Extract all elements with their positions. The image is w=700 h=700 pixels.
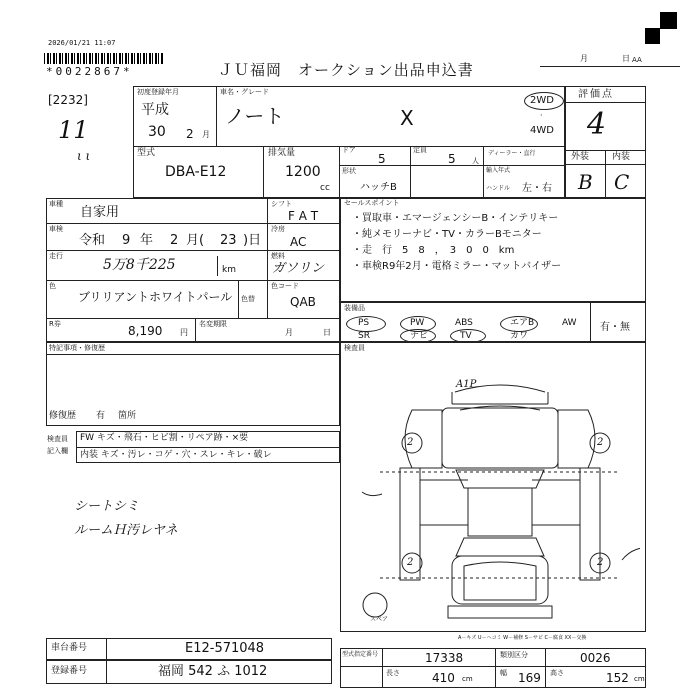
capacity-label: 定員: [413, 146, 427, 154]
color-value: ブリリアントホワイトパール: [78, 290, 233, 304]
type-label: 型式: [137, 148, 156, 158]
print-timestamp: 2026/01/21 11:07: [48, 39, 116, 47]
color-code-label: 色コード: [271, 282, 299, 290]
color-original-label: 色替: [241, 295, 255, 303]
sales-point-3: ・走 行 5 8 ， 3 0 0 km: [352, 245, 515, 256]
cooling-label: 冷房: [271, 225, 285, 233]
recycle-status: 有・無: [600, 322, 630, 333]
inspection-year-unit: 年: [140, 233, 154, 248]
type-value: DBA-E12: [165, 164, 227, 180]
inspector-label-1: 検査員: [47, 435, 68, 443]
inspection-month: 2: [170, 233, 179, 248]
model-label: 車名・グレード: [220, 88, 269, 96]
chassis-number: E12-571048: [185, 641, 265, 656]
first-registration-month-unit: 月: [202, 130, 210, 139]
equip-tv: TV: [460, 331, 472, 341]
body-shape-value: ハッチB: [360, 182, 397, 193]
inspection-year: 9: [122, 233, 131, 248]
inspection-day: 23: [220, 233, 237, 248]
tire-mark-fl: 2: [407, 437, 414, 448]
score-value: 4: [587, 107, 607, 142]
corner-label: AA: [632, 56, 642, 64]
first-registration-year: 30: [148, 124, 166, 140]
equip-sr: SR: [358, 331, 370, 341]
interior-grade: C: [614, 170, 630, 194]
equip-ps: PS: [358, 318, 370, 328]
equip-airbag: エアB: [510, 318, 535, 328]
chassis-label: 車台番号: [51, 643, 88, 653]
deadline-day: 日: [323, 328, 331, 337]
lot-handwritten: 11: [58, 116, 89, 144]
repair-count-label: 箇所: [118, 411, 137, 421]
inspection-month-unit: 月(: [186, 233, 205, 248]
spare-label: スペア: [370, 616, 389, 623]
first-registration-era: 平成: [141, 102, 169, 118]
day-label: 日: [622, 54, 630, 63]
color-code: QAB: [290, 295, 316, 309]
equip-kawa: カワ: [510, 331, 529, 341]
tire-mark-fr: 2: [597, 437, 604, 448]
recycle-value: 8,190: [128, 324, 163, 338]
registration-deadline-label: 名変期限: [199, 320, 227, 328]
height-unit: cm: [634, 675, 645, 683]
doors-label: ドア: [342, 146, 356, 154]
class-value: 0026: [580, 651, 611, 665]
inspection-day-unit: )日: [243, 233, 262, 248]
corner-mark-icon: [660, 12, 677, 29]
displacement-value: 1200: [285, 164, 321, 180]
recycle-label: R券: [49, 320, 61, 328]
plate-number: 福岡 542 ふ 1012: [158, 664, 268, 679]
plate-label: 登録番号: [51, 666, 88, 676]
color-label: 色: [49, 282, 56, 290]
cooling-value: AC: [290, 235, 307, 249]
fuel-label: 燃料: [271, 252, 285, 260]
drive-4wd: 4WD: [530, 125, 554, 136]
deadline-month: 月: [285, 328, 293, 337]
barcode-number: *0022867*: [46, 65, 133, 78]
height-label: 高さ: [550, 669, 564, 677]
handwritten-note-2: ルームＨ汚レヤネ: [74, 523, 178, 538]
equip-pw: PW: [410, 318, 425, 328]
sales-point-4: ・車検R9年2月・電格ミラー・マットバイザー: [352, 261, 562, 272]
class-label: 類別区分: [500, 651, 528, 659]
dealer-label: ディーラー・直行: [488, 150, 536, 157]
displacement-label: 排気量: [268, 148, 296, 158]
car-diagram: [360, 380, 640, 625]
exterior-grade: B: [578, 170, 593, 194]
circle-mark: [400, 329, 436, 343]
sales-points-label: セールスポイント: [344, 199, 400, 207]
tire-mark-rl: 2: [407, 557, 414, 568]
equipment-label: 装備品: [344, 304, 365, 312]
height-value: 152: [606, 671, 629, 685]
length-value: 410: [432, 671, 455, 685]
length-unit: cm: [462, 675, 473, 683]
corner-mark-icon: [645, 28, 660, 44]
form-title: ＪＵ福岡 オークション出品申込書: [218, 61, 474, 79]
drive-separator: ·: [540, 111, 543, 120]
model-name: ノート: [225, 104, 285, 128]
equip-abs: ABS: [455, 318, 473, 328]
first-registration-month: 2: [186, 127, 194, 141]
vehicle-info-block: [133, 86, 565, 198]
staff-label: 検査員: [344, 344, 365, 352]
displacement-unit: cc: [320, 183, 330, 193]
repair-label: 修復歴: [49, 411, 77, 421]
circle-mark: [500, 316, 538, 332]
drive-2wd: 2WD: [530, 95, 554, 106]
sales-point-2: ・純メモリーナビ・TV・カラーBモニター: [352, 229, 542, 240]
body-shape-label: 形状: [342, 167, 356, 175]
equip-navi: ナビ: [410, 331, 429, 341]
barcode-bars: [44, 53, 164, 64]
cert-label: 型式指定番号: [342, 651, 379, 658]
circle-mark: [450, 329, 486, 343]
diagram-legend: A－キズ U－ヘコミ W－補修 S－サビ C－腐食 XX－交換: [458, 635, 587, 641]
notes-label: 特記事項・修復歴: [49, 344, 105, 352]
inspector-label-2: 記入欄: [47, 447, 68, 455]
width-value: 169: [518, 671, 541, 685]
capacity-unit: 人: [472, 157, 479, 165]
diagram-a1p: A1P: [456, 379, 477, 390]
shift-value: F A T: [288, 209, 319, 223]
handle-label: ハンドル: [486, 185, 511, 192]
vehicle-label: 車種: [49, 200, 63, 208]
sales-point-1: ・買取車・エマージェンシーB・インテリキー: [352, 213, 559, 224]
fuel-value: ガソリン: [272, 261, 325, 276]
mileage-unit: km: [222, 265, 236, 275]
width-label: 幅: [500, 669, 507, 677]
shift-label: シフト: [271, 200, 292, 208]
import-year-label: 輸入年式: [486, 167, 511, 174]
equip-aw: AW: [562, 318, 577, 328]
score-label: 評価点: [578, 89, 614, 100]
exterior-label: 外装: [571, 152, 590, 162]
inspector-row-2: 内装 キズ・汚レ・コゲ・穴・スレ・キレ・破レ: [80, 450, 272, 460]
recycle-unit: 円: [180, 328, 188, 337]
capacity-value: 5: [448, 152, 456, 166]
doors-value: 5: [378, 152, 386, 166]
month-label: 月: [580, 54, 588, 63]
lot-number: [2232]: [48, 93, 88, 107]
inspection-label: 車検: [49, 225, 63, 233]
cert-value: 17338: [425, 651, 464, 665]
handle-value: 左・右: [522, 183, 552, 194]
mileage-value: 5万8千225: [103, 257, 176, 273]
mileage-label: 走行: [49, 252, 63, 260]
tire-mark-rr: 2: [597, 557, 604, 568]
circle-mark: [346, 316, 386, 332]
handwritten-ticks: ι ι: [77, 149, 91, 163]
first-registration-label: 初度登録年月: [137, 88, 179, 96]
handwritten-note-1: シートシミ: [74, 499, 140, 514]
inspection-era: 令和: [79, 233, 106, 248]
repair-value: 有: [96, 411, 106, 421]
inspector-row-1: FW キズ・飛石・ヒビ割・リペア跡・×要: [80, 433, 249, 443]
model-grade: X: [400, 106, 414, 130]
interior-label: 内装: [612, 152, 631, 162]
length-label: 長さ: [386, 669, 400, 677]
vehicle-value: 自家用: [80, 205, 120, 220]
